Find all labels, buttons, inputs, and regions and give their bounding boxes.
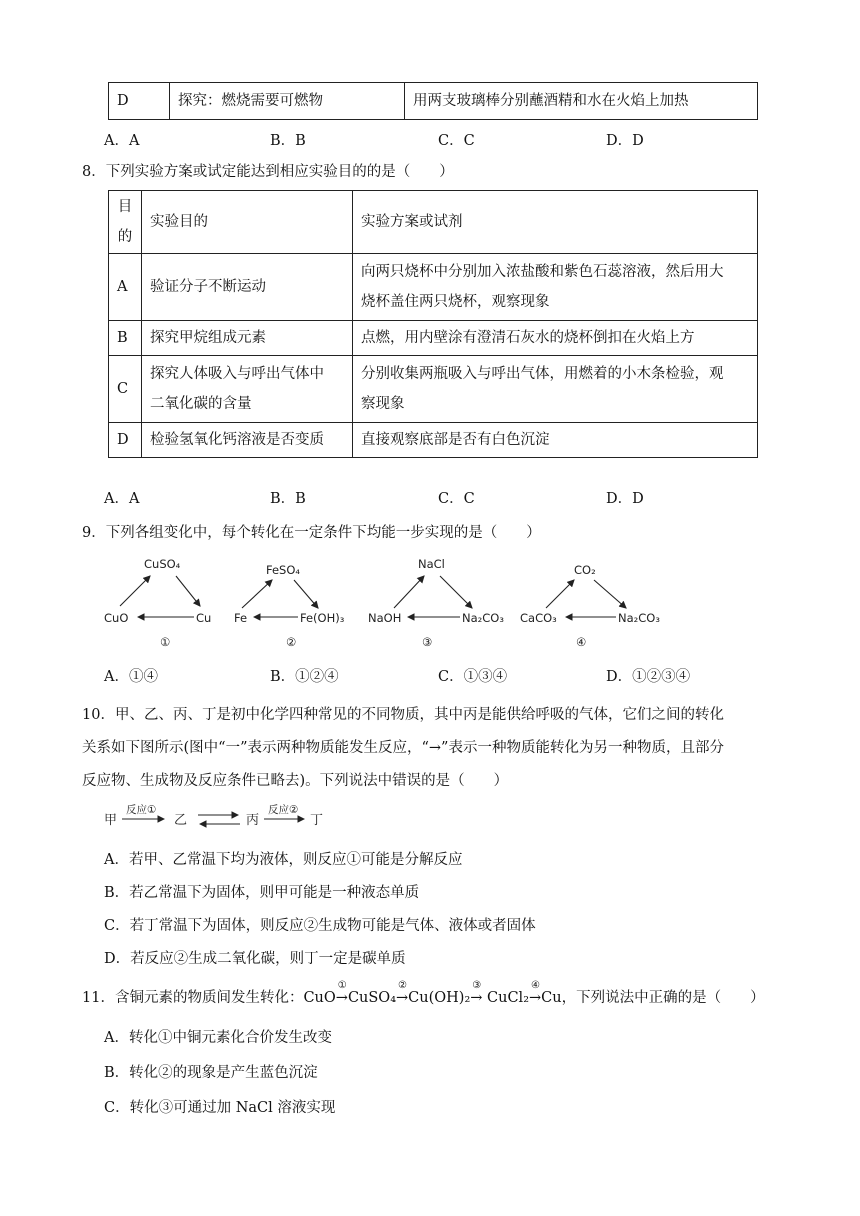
- option[interactable]: C．若丁常温下为固体，则反应②生成物可能是气体、液体或者固体: [104, 918, 536, 934]
- diagram-2: [234, 563, 345, 649]
- formula-left: CuO: [104, 611, 129, 625]
- substance-d: 丁: [310, 813, 324, 828]
- stem-text: 11．含铜元素的物质间发生转化：: [82, 990, 304, 1006]
- table-cell: [353, 356, 758, 423]
- table-row: [109, 254, 758, 321]
- cell-line: 烧杯盖住两只烧杯，观察现象: [361, 294, 550, 310]
- table-cell: [142, 356, 353, 423]
- table-row: [109, 191, 758, 254]
- step-number: ④: [531, 980, 540, 991]
- option[interactable]: A．A: [104, 133, 140, 149]
- table-row: [109, 423, 758, 458]
- diagram-3: [368, 557, 504, 649]
- reaction-label-1: 反应①: [126, 804, 157, 816]
- table-cell: 探究甲烷组成元素: [142, 321, 353, 356]
- table-row: [109, 321, 758, 356]
- option[interactable]: B．若乙常温下为固体，则甲可能是一种液态单质: [104, 885, 420, 901]
- step-number: ①: [337, 980, 347, 991]
- formula-top: NaCl: [418, 557, 445, 571]
- table-cell: A: [109, 254, 142, 321]
- cell-line: 目: [117, 199, 133, 215]
- table-cell: D: [109, 83, 170, 120]
- table-cell: 直接观察底部是否有白色沉淀: [353, 423, 758, 458]
- diagram-number: ④: [576, 635, 587, 649]
- table-cell: 实验目的: [142, 191, 353, 254]
- cell-line: 二氧化碳的含量: [150, 396, 252, 412]
- substance-b: 乙: [174, 813, 188, 828]
- option[interactable]: C．C: [438, 133, 475, 149]
- diagram-number: ②: [286, 635, 297, 649]
- reaction-label-2: 反应②: [268, 804, 299, 816]
- formula-left: Fe: [234, 611, 248, 625]
- diagram-number: ①: [160, 635, 171, 649]
- cell-line: 的: [117, 229, 133, 245]
- formula-right: Na₂CO₃: [462, 611, 504, 625]
- formula-left: NaOH: [368, 611, 402, 625]
- cell-line: 向两只烧杯中分别加入浓盐酸和紫色石蕊溶液，然后用大: [361, 264, 724, 280]
- table-cell: 用两支玻璃棒分别蘸酒精和水在火焰上加热: [405, 83, 758, 120]
- question-line: 关系如下图所示(图中“一”表示两种物质能发生反应，“→”表示一种物质能转化为另一种物质，且部分: [82, 740, 724, 756]
- question-line: 10．甲、乙、丙、丁是初中化学四种常见的不同物质，其中丙是能供给呼吸的气体，它们之间的转化: [82, 707, 724, 723]
- table-cell: 点燃，用内壁涂有澄清石灰水的烧杯倒扣在火焰上方: [353, 321, 758, 356]
- table-cell: [353, 254, 758, 321]
- formula-right: Fe(OH)₃: [300, 611, 345, 625]
- formula: CuO: [303, 990, 336, 1006]
- option[interactable]: A．A: [104, 491, 140, 507]
- option[interactable]: C．①③④: [438, 669, 508, 685]
- formula: Cu: [541, 990, 562, 1006]
- formula-right: Cu: [196, 611, 212, 625]
- formula-top: CuSO₄: [144, 557, 181, 571]
- table-row: [109, 83, 758, 120]
- q8-table: [108, 190, 758, 458]
- option[interactable]: D．若反应②生成二氧化碳，则丁一定是碳单质: [104, 951, 406, 967]
- table-cell: 探究：燃烧需要可燃物: [170, 83, 405, 120]
- option[interactable]: D．D: [606, 133, 644, 149]
- option[interactable]: B．B: [270, 491, 306, 507]
- q9-diagrams: [96, 550, 676, 655]
- cell-line: 探究人体吸入与呼出气体中: [150, 366, 324, 382]
- formula: CuSO₄: [347, 990, 397, 1006]
- substance-c: 丙: [246, 813, 260, 828]
- option[interactable]: C．C: [438, 491, 475, 507]
- table-cell: 实验方案或试剂: [353, 191, 758, 254]
- diagram-number: ③: [422, 635, 433, 649]
- option[interactable]: B．B: [270, 133, 306, 149]
- table-cell: B: [109, 321, 142, 356]
- step-arrow: ③ →: [470, 980, 483, 1006]
- table-cell: 验证分子不断运动: [142, 254, 353, 321]
- step-number: ③: [472, 980, 482, 991]
- option[interactable]: A．①④: [104, 669, 158, 685]
- formula: CuCl₂: [487, 990, 530, 1006]
- step-arrow: ① →: [335, 980, 348, 1006]
- step-arrow: ④ →: [529, 980, 542, 1006]
- formula: Cu(OH)₂: [408, 990, 471, 1006]
- formula-top: CO₂: [574, 563, 596, 577]
- formula-right: Na₂CO₃: [618, 611, 660, 625]
- stem-text: ，下列说法中正确的是（ ）: [561, 990, 765, 1006]
- cell-line: 察现象: [361, 396, 405, 412]
- q10-diagram: [104, 800, 344, 834]
- table-cell: [109, 191, 142, 254]
- q7-table: [108, 82, 758, 120]
- option[interactable]: A．转化①中铜元素化合价发生改变: [104, 1030, 332, 1046]
- formula-top: FeSO₄: [266, 563, 301, 577]
- option[interactable]: B．转化②的现象是产生蓝色沉淀: [104, 1065, 318, 1081]
- step-number: ②: [398, 980, 407, 991]
- step-arrow: ② →: [396, 980, 409, 1006]
- substance-a: 甲: [104, 813, 118, 828]
- option[interactable]: D．①②③④: [606, 669, 691, 685]
- formula-left: CaCO₃: [520, 611, 557, 625]
- question-stem: [82, 980, 765, 1007]
- cell-line: 分别收集两瓶吸入与呼出气体，用燃着的小木条检验，观: [361, 366, 724, 382]
- option[interactable]: B．①②④: [270, 669, 339, 685]
- question-stem: 8．下列实验方案或试定能达到相应实验目的的是（ ）: [82, 164, 454, 180]
- question-stem: 9．下列各组变化中，每个转化在一定条件下均能一步实现的是（ ）: [82, 525, 541, 541]
- question-line: 反应物、生成物及反应条件已略去)。下列说法中错误的是（ ）: [82, 773, 509, 789]
- diagram-4: [520, 563, 660, 649]
- option[interactable]: A．若甲、乙常温下均为液体，则反应①可能是分解反应: [104, 852, 463, 868]
- diagram-1: [104, 557, 211, 649]
- table-cell: C: [109, 356, 142, 423]
- option[interactable]: C．转化③可通过加 NaCl 溶液实现: [104, 1100, 336, 1116]
- option[interactable]: D．D: [606, 491, 644, 507]
- table-row: [109, 356, 758, 423]
- table-cell: 检验氢氧化钙溶液是否变质: [142, 423, 353, 458]
- table-cell: D: [109, 423, 142, 458]
